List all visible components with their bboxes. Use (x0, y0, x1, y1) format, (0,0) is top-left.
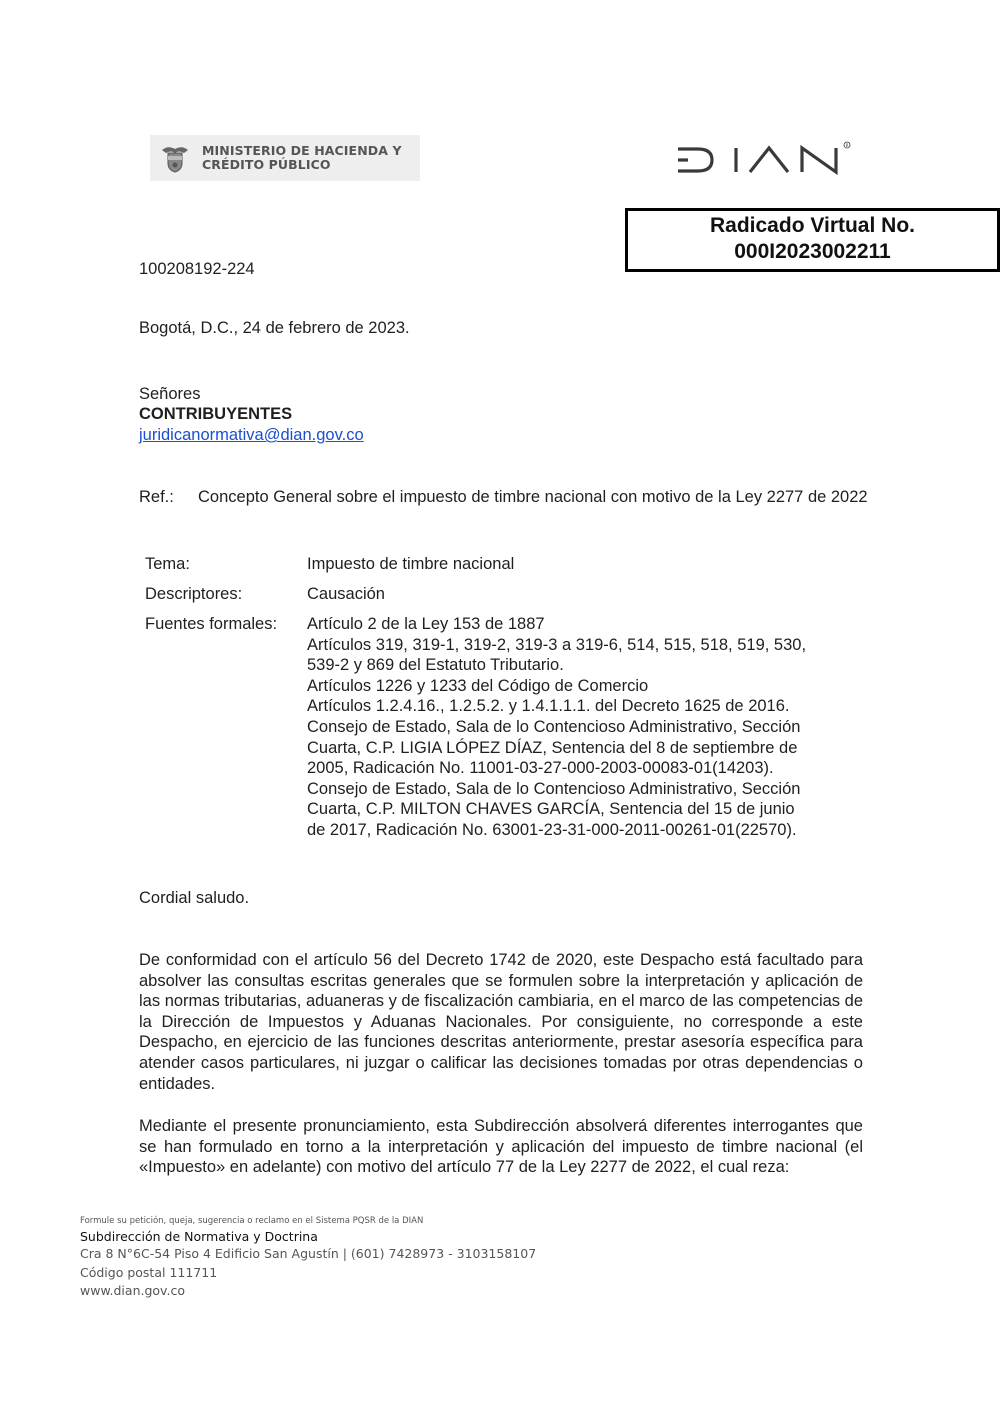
radicado-box (625, 208, 1000, 272)
addressee-email-link[interactable]: juridicanormativa@dian.gov.co (139, 426, 364, 444)
fuentes-line: Cuarta, C.P. LIGIA LÓPEZ DÍAZ, Sentencia del 8 de septiembre de (307, 738, 798, 757)
fuentes-line: Consejo de Estado, Sala de lo Contencioso Administrativo, Sección (307, 717, 801, 736)
addressee-salutation: Señores (139, 385, 201, 403)
footer-pqsr: Formule su petición, queja, sugerencia o reclamo en el Sistema PQSR de la DIAN (80, 1216, 424, 1226)
greeting: Cordial saludo. (139, 889, 250, 907)
tema-label: Tema: (145, 555, 190, 573)
fuentes-line: 2005, Radicación No. 11001-03-27-000-2003-00083-01(14203). (307, 759, 774, 778)
addressee-name: CONTRIBUYENTES (139, 405, 293, 423)
dian-logo (676, 140, 852, 178)
document-number: 100208192-224 (139, 260, 255, 278)
fuentes-list (307, 614, 862, 841)
fuentes-line: Artículos 1226 y 1233 del Código de Comercio (307, 676, 649, 695)
ministry-logo (150, 135, 420, 181)
ref-label: Ref.: (139, 488, 174, 506)
tema-value: Impuesto de timbre nacional (307, 555, 515, 573)
fuentes-line: Artículo 2 de la Ley 153 de 1887 (307, 615, 545, 633)
footer-postal: Código postal 111711 (80, 1265, 218, 1280)
radicado-title: Radicado Virtual No. (710, 214, 915, 237)
fuentes-line: 539-2 y 869 del Estatuto Tributario. (307, 656, 564, 675)
ministry-name-line1: MINISTERIO DE HACIENDA Y (202, 143, 402, 158)
date-line: Bogotá, D.C., 24 de febrero de 2023. (139, 319, 410, 337)
footer-address: Cra 8 N°6C-54 Piso 4 Edificio San Agustín | (601) 7428973 - 3103158107 (80, 1246, 537, 1261)
footer-website-link[interactable]: www.dian.gov.co (80, 1283, 185, 1298)
paragraph-1: De conformidad con el artículo 56 del Decreto 1742 de 2020, este Despacho está facultado para absolver las consultas escritas generales que se formulen sobre la interpretación y aplicación de las normas tributarias, aduaneras y de fiscalización cambiaria, en el marco de las competencias de la Dirección de Impuestos y Aduanas Nacionales. Por consiguiente, no corresponde a este Despacho, en ejercicio de las funciones descritas anteriormente, prestar asesoría específica para atender casos particulares, ni juzgar o calificar las decisiones tomadas por otras dependencias o entidades. (139, 951, 863, 1093)
svg-text:R: R (845, 142, 849, 148)
descriptores-value: Causación (307, 585, 385, 603)
descriptores-label: Descriptores: (145, 585, 243, 603)
fuentes-line: Cuarta, C.P. MILTON CHAVES GARCÍA, Sentencia del 15 de junio (307, 800, 795, 819)
fuentes-line: Consejo de Estado, Sala de lo Contencioso Administrativo, Sección (307, 779, 801, 798)
fuentes-line: Artículos 319, 319-1, 319-2, 319-3 a 319-6, 514, 515, 518, 519, 530, (307, 635, 807, 654)
footer-office: Subdirección de Normativa y Doctrina (80, 1229, 318, 1244)
ministry-name-line2: CRÉDITO PÚBLICO (202, 157, 331, 172)
fuentes-label: Fuentes formales: (145, 615, 278, 633)
ref-text: Concepto General sobre el impuesto de timbre nacional con motivo de la Ley 2277 de 2022 (198, 488, 868, 506)
paragraph-2: Mediante el presente pronunciamiento, esta Subdirección absolverá diferentes interrogantes que se han formulado en torno a la interpretación y aplicación del impuesto de timbre nacional (el «Impuesto» en adelante) con motivo del artículo 77 de la Ley 2277 de 2022, el cual reza: (139, 1117, 863, 1177)
fuentes-line: de 2017, Radicación No. 63001-23-31-000-2011-00261-01(22570). (307, 820, 797, 839)
coat-of-arms-icon (158, 141, 192, 175)
radicado-number: 000I2023002211 (734, 240, 891, 263)
fuentes-line: Artículos 1.2.4.16., 1.2.5.2. y 1.4.1.1.1. del Decreto 1625 de 2016. (307, 697, 790, 716)
